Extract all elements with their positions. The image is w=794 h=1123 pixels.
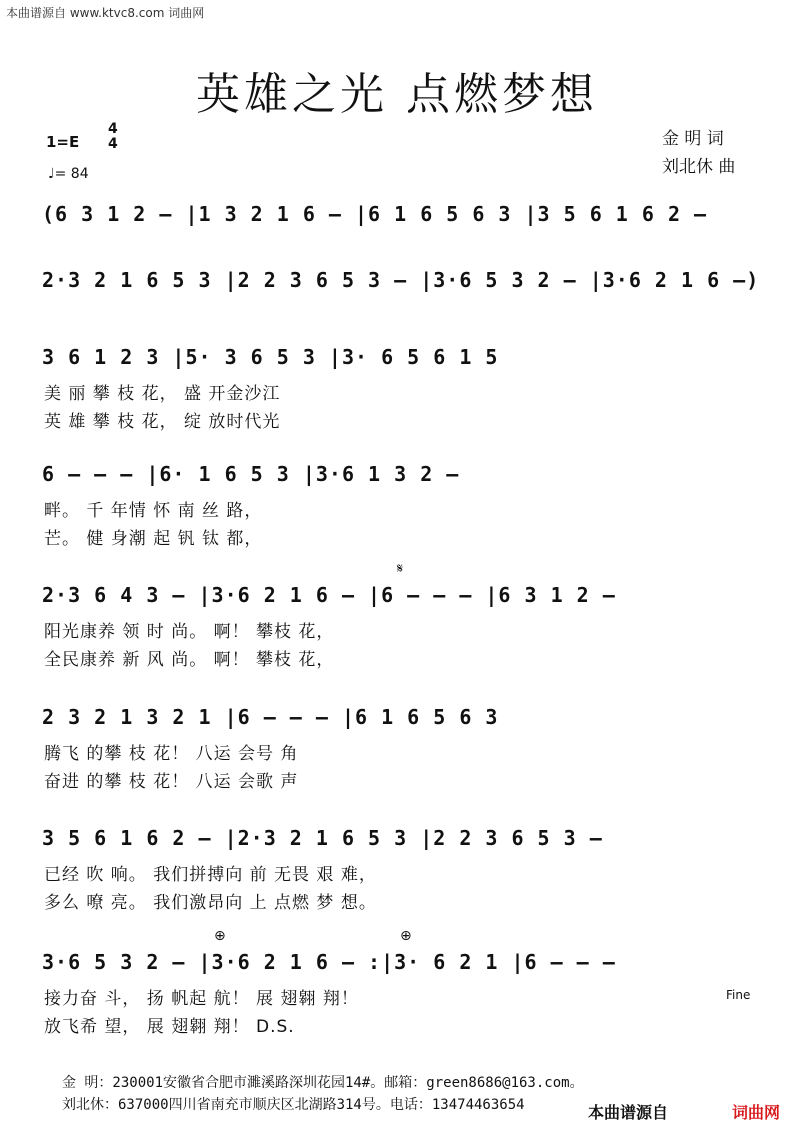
lyric-verse-2: 芒。 健 身潮 起 钒 钛 都，: [44, 529, 263, 549]
fine-marking: Fine: [726, 988, 751, 1002]
lyric-verse-1: 接力奋 斗， 扬 帆起 航！ 展 翅翱 翔！: [44, 989, 359, 1009]
notes-line: 6 – – – |6· 1 6 5 3 |3·6 1 3 2 –: [42, 462, 460, 486]
notes-line: 3 5 6 1 6 2 – |2·3 2 1 6 5 3 |2 2 3 6 5 3 –: [42, 826, 603, 850]
notes-line: 2·3 6 4 3 – |3·6 2 1 6 – |6 – – – |6 3 1 2 –: [42, 583, 616, 607]
coda-icon: ⊕: [214, 928, 226, 944]
time-signature-top: 4: [108, 121, 118, 137]
segno-icon: 𝄋: [397, 561, 404, 577]
lyric-verse-2: 奋进 的攀 枝 花！ 八运 会歌 声: [44, 772, 299, 792]
notes-line: (6 3 1 2 – |1 3 2 1 6 – |6 1 6 5 6 3 |3 5 6 1 6 2 –: [42, 202, 708, 226]
coda-icon: ⊕: [400, 928, 412, 944]
lyric-verse-1: 畔。 千 年情 怀 南 丝 路，: [44, 501, 263, 521]
lyric-verse-1: 已经 吹 响。 我们拼搏向 前 无畏 艰 难，: [44, 865, 377, 885]
composer-credit: 刘北休 曲: [662, 157, 736, 177]
watermark-brand: 词曲网: [732, 1103, 781, 1122]
lyric-verse-2: 全民康养 新 风 尚。 啊！ 攀枝 花，: [44, 650, 335, 670]
notes-line: 3 6 1 2 3 |5· 3 6 5 3 |3· 6 5 6 1 5: [42, 345, 499, 369]
key-signature: 1=E: [46, 133, 80, 151]
notes-line: 2·3 2 1 6 5 3 |2 2 3 6 5 3 – |3·6 5 3 2 – |3·6 2 1 6 –): [42, 268, 760, 292]
score-row-3: [42, 345, 762, 455]
score-row-7: [42, 826, 762, 936]
score-row-5: [42, 561, 762, 693]
notes-line: 2 3 2 1 3 2 1 |6 – – – |6 1 6 5 6 3: [42, 705, 499, 729]
lyric-verse-2: 放飞希 望， 展 翅翱 翔！ D.S.: [44, 1017, 295, 1037]
score-row-8: [42, 928, 762, 1060]
watermark-bottom: 本曲谱源自: [588, 1103, 669, 1122]
score-row-4: [42, 462, 762, 572]
lyric-verse-1: 美 丽 攀 枝 花， 盛 开金沙江: [44, 384, 281, 404]
lyric-verse-2: 英 雄 攀 枝 花， 绽 放时代光: [44, 412, 281, 432]
footer-lyricist-contact: 金 明：230001安徽省合肥市濉溪路深圳花园14#。邮箱：green8686@163.com。: [62, 1075, 584, 1091]
footer-composer-contact: 刘北休：637000四川省南充市顺庆区北湖路314号。电话：13474463654: [62, 1097, 525, 1113]
notes-line: 3·6 5 3 2 – |3·6 2 1 6 – :|3· 6 2 1 |6 – – –: [42, 950, 616, 974]
time-signature: [108, 122, 118, 152]
lyric-verse-1: 阳光康养 领 时 尚。 啊！ 攀枝 花，: [44, 622, 335, 642]
lyricist-credit: 金 明 词: [662, 129, 724, 149]
song-title: 英雄之光 点燃梦想: [196, 69, 598, 120]
tempo-marking: ♩= 84: [48, 166, 89, 182]
lyric-verse-2: 多么 嘹 亮。 我们激昂向 上 点燃 梦 想。: [44, 893, 377, 913]
lyric-verse-1: 腾飞 的攀 枝 花！ 八运 会号 角: [44, 744, 299, 764]
watermark-top: 本曲谱源自 www.ktvc8.com 词曲网: [6, 6, 205, 20]
score-row-6: [42, 705, 762, 815]
time-signature-bottom: 4: [108, 136, 118, 152]
